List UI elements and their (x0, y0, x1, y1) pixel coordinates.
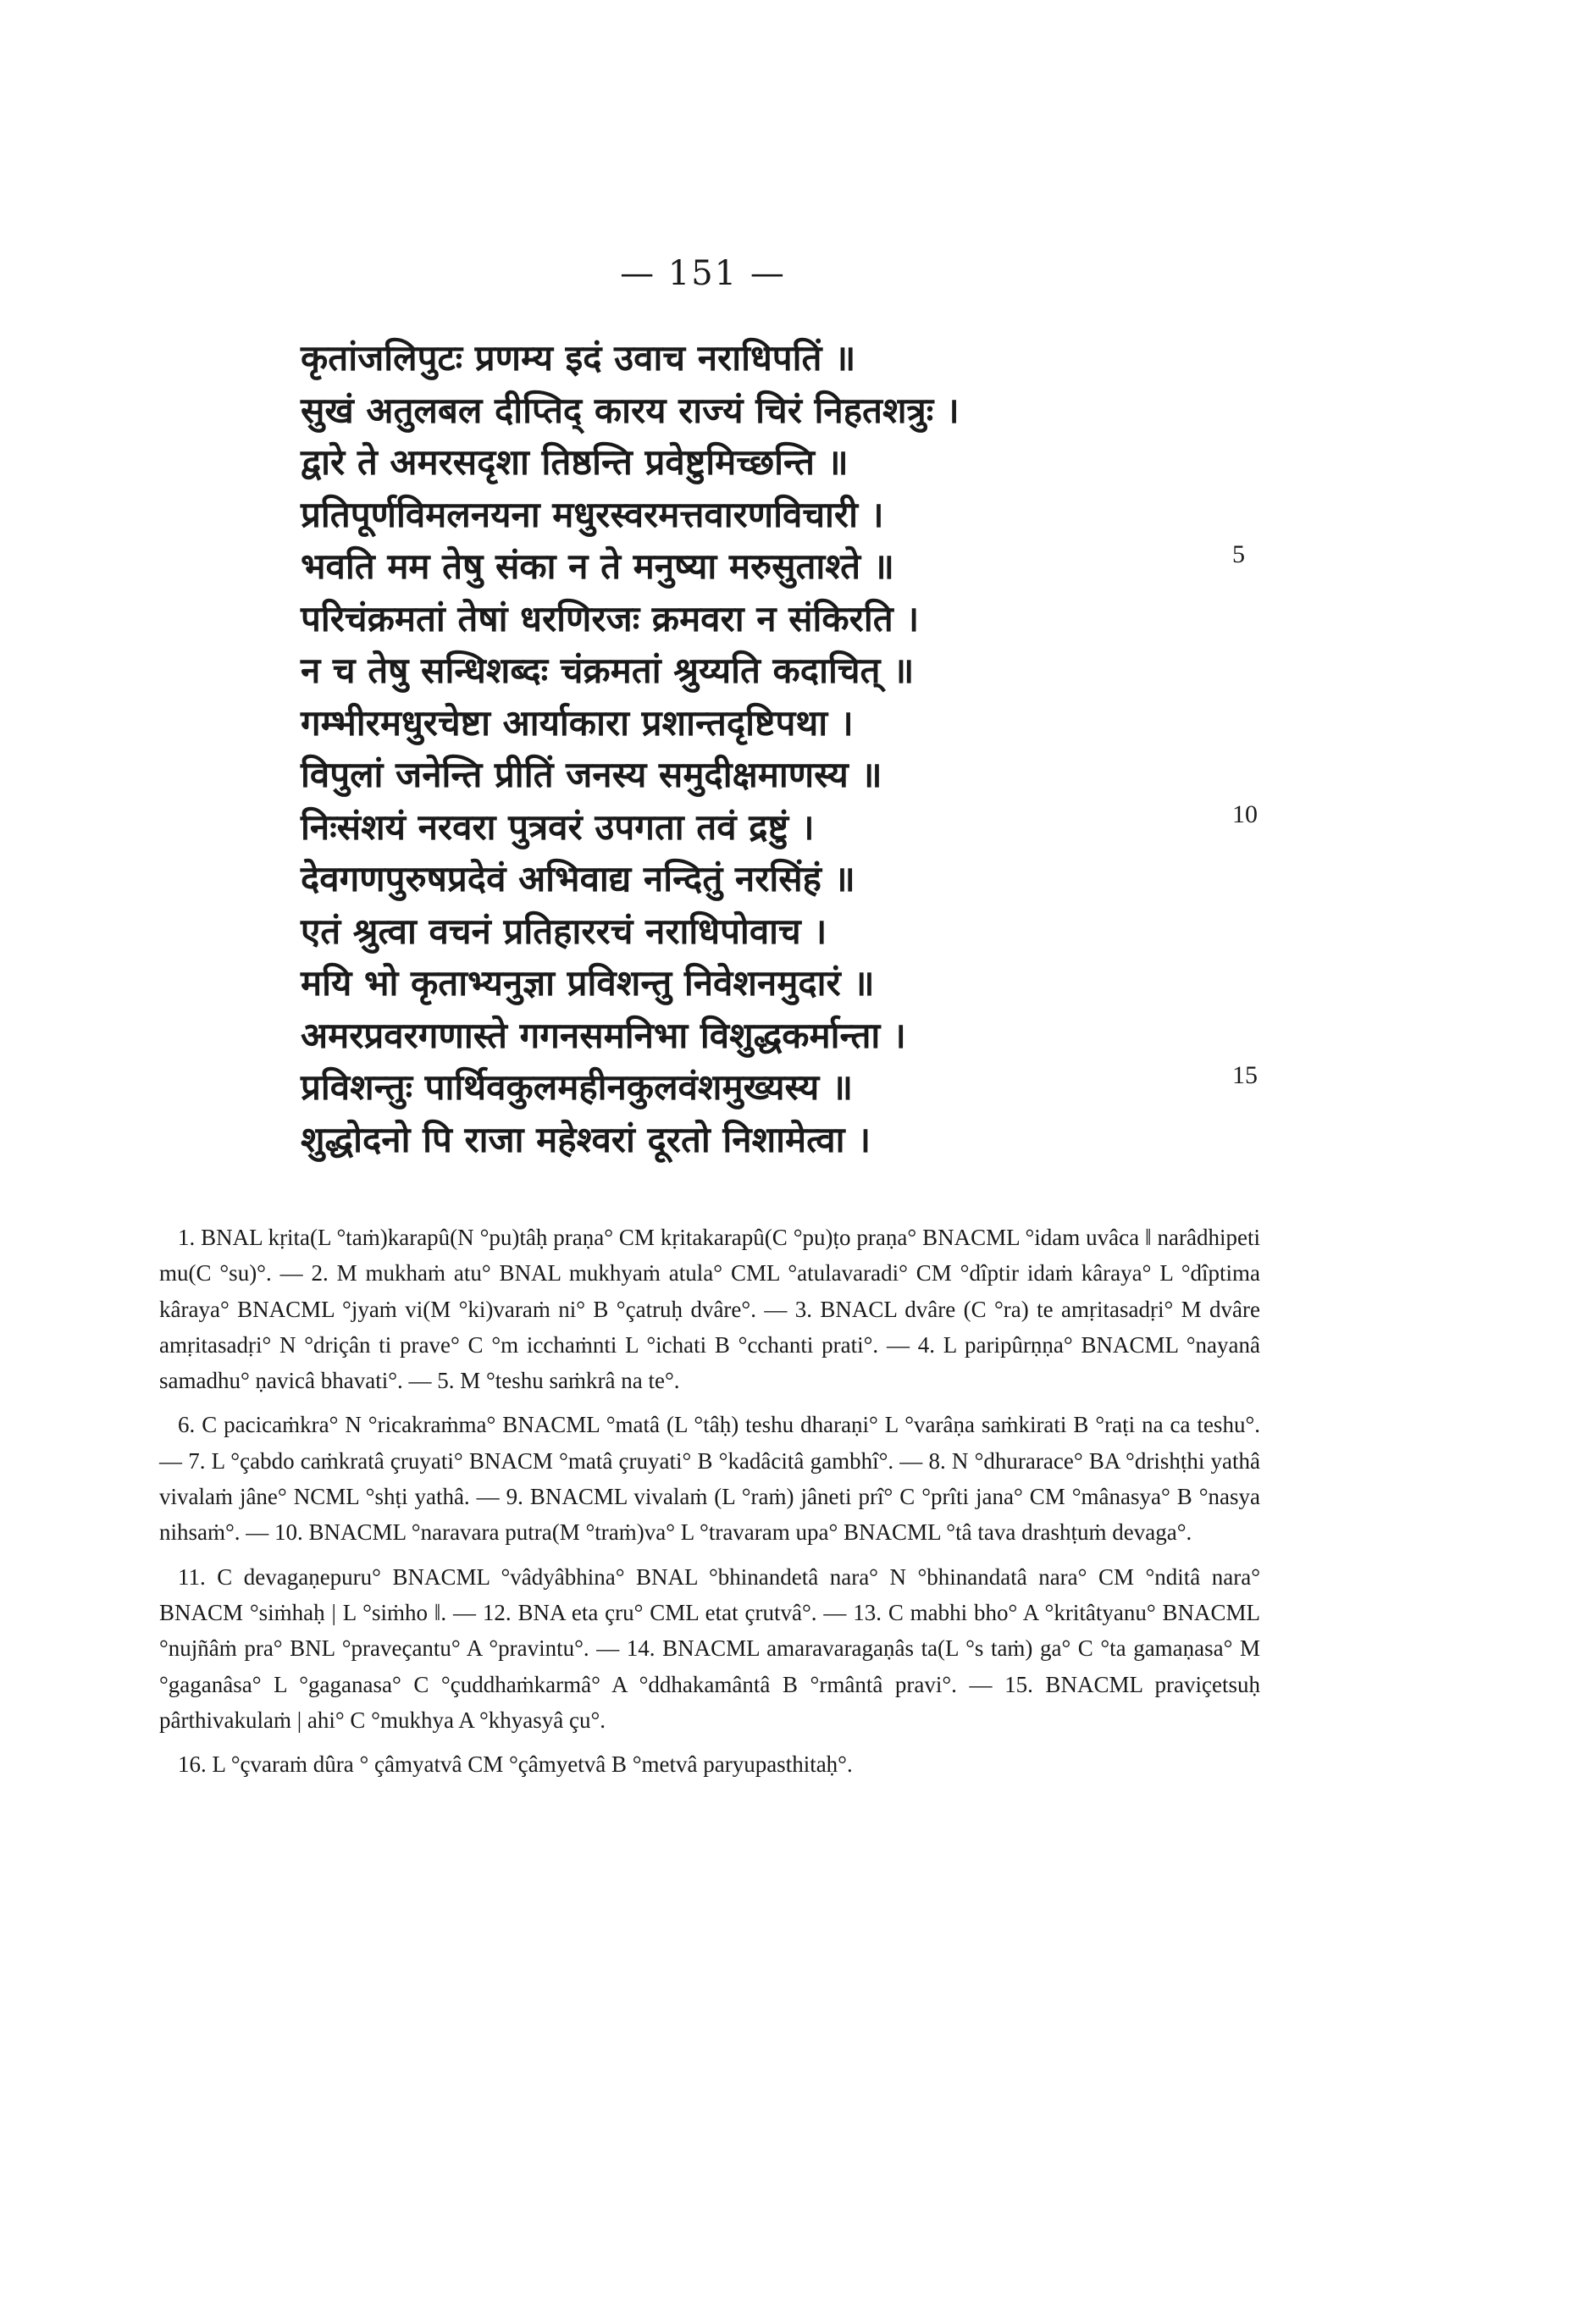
footnote-paragraph: 11. C devagaṇepuru° BNACML °vâdyâbhina° BNAL °bhinandetâ nara° N °bhinandatâ nara° CM °nditâ nara° BNACM °siṁhaḥ | L °siṁho ‖. — 12. BNA eta çru° CML etat çrutvâ°. — 13. C mabhi bho° A °kritâtyanu° BNACML °nujñâṁ pra° BNL °praveçantu° A °pravintu°. — 14. BNACML amaravaragaṇâs ta(L °s taṁ) ga° C °ta gamaṇasa° M °gaganâsa° L °gaganasa° C °çuddhaṁkarmâ° A °ddhakamântâ B °rmântâ pravi°. — 15. BNACML praviçetsuḥ pârthivakulaṁ | ahi° C °mukhya A °khyasyâ çu°. (159, 1563, 1260, 1733)
verse-line: एतं श्रुत्वा वचनं प्रतिहाररचं नराधिपोवाच । (301, 910, 827, 952)
verse-line: प्रतिपूर्णविमलनयना मधुरस्वरमत्तवारणविचारी । (301, 493, 884, 535)
critical-apparatus (159, 1220, 1260, 1790)
footnote-paragraph: 16. L °çvaraṁ dûra ° çâmyatvâ CM °çâmyetvâ B °metvâ paryupasthitaḥ°. (178, 1751, 853, 1778)
verse-line: सुखं अतुलबल दीप्तिद् कारय राज्यं चिरं निहतशत्रुः । (301, 389, 960, 431)
verse-line: गम्भीरमधुरचेष्टा आर्याकारा प्रशान्तदृष्टिपथा । (301, 701, 854, 744)
verse-line: न च तेषु सन्धिशब्दः चंक्रमतां श्रुय्यति कदाचित् ॥ (301, 650, 915, 691)
verse-line: विपुलां जनेन्ति प्रीतिं जनस्य समुदीक्षमाणस्य ॥ (301, 754, 882, 795)
footnote-paragraph: 1. BNAL kṛita(L °taṁ)karapû(N °pu)tâḥ praṇa° CM kṛitakarapû(C °pu)ṭo praṇa° BNACML °idam uvâca ‖ narâdhipeti mu(C °su)°. — 2. M mukhaṁ atu° BNAL mukhyaṁ atula° CML °atulavaradi° CM °dîptir idaṁ kâraya° L °dîptima kâraya° BNACML °jyaṁ vi(M °ki)varaṁ ni° B °çatruḥ dvâre°. — 3. BNACL dvâre (C °ra) te amṛitasadṛi° M dvâre amṛitasadṛi° N °driçân ti prave° C °m icchaṁnti L °ichati B °cchanti prati°. — 4. L paripûrṇṇa° BNACML °nayanâ samadhu° ṇavicâ bhavati°. — 5. M °teshu saṁkrâ na te°. (159, 1225, 1260, 1394)
verse-block (301, 332, 1190, 1165)
line-number-marker: 10 (1232, 800, 1258, 828)
verse-line: परिचंक्रमतां तेषां धरणिरजः क्रमवरा न संकिरति । (301, 597, 920, 639)
page-number: — 151 — (620, 254, 786, 293)
verse-line: निःसंशयं नरवरा पुत्रवरं उपगता तवं द्रष्टुं । (301, 805, 815, 848)
verse-line: शुद्धोदनो पि राजा महेश्वरां दूरतो निशामेत्वा । (301, 1118, 871, 1160)
verse-line: देवगणपुरुषप्रदेवं अभिवाद्य नन्दितुं नरसिंहं ॥ (301, 858, 855, 899)
verse-line: अमरप्रवरगणास्ते गगनसमनिभा विशुद्धकर्मान्ता । (301, 1014, 906, 1056)
line-number-marker: 15 (1232, 1061, 1258, 1089)
verse-line: कृतांजलिपुटः प्रणम्य इदं उवाच नराधिपतिं ॥ (301, 337, 856, 379)
footnote-paragraph: 6. C pacicaṁkra° N °ricakraṁma° BNACML °matâ (L °tâḥ) teshu dharaṇi° L °varâṇa saṁkirati B °raṭi na ca teshu°. — 7. L °çabdo caṁkratâ çruyati° BNACM °matâ çruyati° B °kadâcitâ gambhî°. — 8. N °dhurarace° BA °drishṭhi yathâ vivalaṁ jâne° NCML °shṭi yathâ. — 9. BNACML vivalaṁ (L °raṁ) jâneti prî° C °prîti jana° CM °mânasya° B °nasya nihsaṁ°. — 10. BNACML °naravara putra(M °traṁ)va° L °travaram upa° BNACML °tâ tava drashṭuṁ devaga°. (159, 1412, 1260, 1546)
verse-line: प्रविशन्तुः पार्थिवकुलमहीनकुलवंशमुख्यस्य ॥ (301, 1066, 853, 1108)
line-number-marker: 5 (1232, 540, 1245, 568)
verse-line: भवति मम तेषु संका न ते मनुष्या मरुसुताश्ते ॥ (301, 545, 894, 587)
verse-line: द्वारे ते अमरसदृशा तिष्ठन्ति प्रवेष्टुमिच्छन्ति ॥ (301, 441, 849, 483)
verse-line: मयि भो कृताभ्यनुज्ञा प्रविशन्तु निवेशनमुदारं ॥ (301, 962, 875, 1004)
